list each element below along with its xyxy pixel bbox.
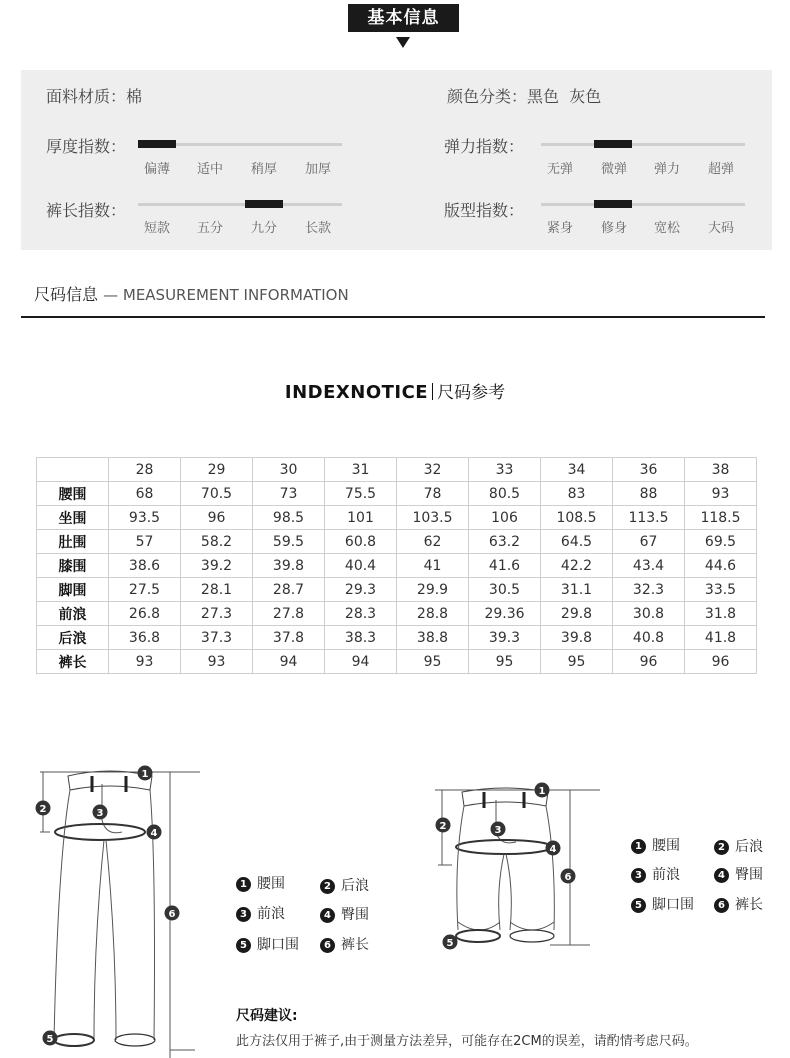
legend-number-icon: 5 — [631, 898, 646, 913]
legend-label: 前浪 — [257, 906, 285, 922]
table-cell: 37.3 — [181, 626, 253, 650]
table-cell: 27.8 — [253, 602, 325, 626]
length-tick: 五分 — [196, 221, 224, 236]
table-cell: 41.8 — [685, 626, 757, 650]
thickness-indicator — [138, 140, 176, 148]
table-row — [37, 506, 757, 530]
legend-number-icon: 2 — [320, 879, 335, 894]
table-cell: 28.3 — [325, 602, 397, 626]
elasticity-tick: 微弹 — [600, 162, 628, 177]
table-cell: 118.5 — [685, 506, 757, 530]
table-cell: 40.8 — [613, 626, 685, 650]
legend-label: 腰围 — [652, 838, 680, 854]
length-tick: 九分 — [250, 221, 278, 236]
table-cell: 41 — [397, 554, 469, 578]
brand-name: INDEXNOTICE — [284, 382, 429, 403]
table-cell: 30.5 — [469, 578, 541, 602]
table-cell: 30.8 — [613, 602, 685, 626]
table-cell: 39.3 — [469, 626, 541, 650]
table-cell: 38.8 — [397, 626, 469, 650]
table-cell: 31.8 — [685, 602, 757, 626]
legend-number-icon: 6 — [320, 938, 335, 953]
measure-marker-label: 2 — [39, 804, 47, 815]
table-cell: 96 — [685, 650, 757, 674]
table-cell: 73 — [253, 482, 325, 506]
measure-marker-label: 3 — [96, 808, 104, 819]
thickness-label: 厚度指数： — [46, 137, 127, 156]
legend-item — [714, 894, 763, 914]
table-cell: 39.8 — [541, 626, 613, 650]
size-advice-text: 此方法仅用于裤子,由于测量方法差异，可能存在2CM的误差，请酌情考虑尺码。 — [236, 1034, 698, 1049]
measure-marker-label: 1 — [141, 769, 149, 780]
legend-item — [236, 873, 285, 893]
long-pants-diagram — [30, 760, 230, 1058]
table-cell: 93 — [181, 650, 253, 674]
legend-number-icon: 3 — [631, 868, 646, 883]
fit-label: 版型指数： — [444, 201, 525, 220]
table-cell: 75.5 — [325, 482, 397, 506]
legend-item — [631, 894, 694, 914]
table-cell: 93 — [109, 650, 181, 674]
legend-item — [320, 934, 369, 954]
table-cell: 29.9 — [397, 578, 469, 602]
size-advice-title: 尺码建议: — [236, 1008, 298, 1024]
table-row — [37, 530, 757, 554]
basic-info-panel — [21, 70, 772, 250]
measure-marker-label: 2 — [439, 821, 447, 832]
table-cell: 88 — [613, 482, 685, 506]
length-tick: 短款 — [143, 221, 171, 236]
table-cell: 58.2 — [181, 530, 253, 554]
legend-number-icon: 1 — [236, 877, 251, 892]
table-cell: 36.8 — [109, 626, 181, 650]
table-cell: 96 — [181, 506, 253, 530]
legend-number-icon: 6 — [714, 898, 729, 913]
table-cell: 69.5 — [685, 530, 757, 554]
legend-item — [631, 864, 680, 884]
elasticity-label: 弹力指数： — [444, 137, 525, 156]
table-cell: 32.3 — [613, 578, 685, 602]
legend-item — [320, 904, 369, 924]
size-header-cell: 29 — [181, 458, 253, 482]
size-header-cell: 33 — [469, 458, 541, 482]
table-cell: 106 — [469, 506, 541, 530]
legend-item — [714, 864, 763, 884]
table-cell: 70.5 — [181, 482, 253, 506]
table-cell: 57 — [109, 530, 181, 554]
size-header-row — [37, 458, 757, 482]
table-cell: 60.8 — [325, 530, 397, 554]
thickness-tick: 加厚 — [304, 162, 332, 177]
measure-marker-label: 5 — [46, 1034, 54, 1045]
legend-number-icon: 2 — [714, 840, 729, 855]
table-cell: 98.5 — [253, 506, 325, 530]
table-cell: 95 — [397, 650, 469, 674]
legend-number-icon: 1 — [631, 839, 646, 854]
table-cell: 63.2 — [469, 530, 541, 554]
table-cell: 38.3 — [325, 626, 397, 650]
table-cell: 94 — [253, 650, 325, 674]
legend-item — [236, 903, 285, 923]
legend-item — [320, 875, 369, 895]
table-cell: 68 — [109, 482, 181, 506]
row-header-cell: 肚围 — [37, 530, 109, 554]
measurement-heading — [34, 282, 349, 305]
table-cell: 39.2 — [181, 554, 253, 578]
table-cell: 103.5 — [397, 506, 469, 530]
table-cell: 101 — [325, 506, 397, 530]
legend-label: 脚口围 — [652, 897, 694, 913]
legend-label: 后浪 — [341, 878, 369, 894]
table-cell: 27.3 — [181, 602, 253, 626]
table-row — [37, 626, 757, 650]
table-cell: 40.4 — [325, 554, 397, 578]
table-cell: 108.5 — [541, 506, 613, 530]
table-cell: 59.5 — [253, 530, 325, 554]
legend-label: 裤长 — [341, 937, 369, 953]
size-header-cell: 38 — [685, 458, 757, 482]
length-label: 裤长指数： — [46, 201, 127, 220]
length-track — [138, 203, 342, 206]
legend-item — [631, 835, 680, 855]
size-header-cell: 36 — [613, 458, 685, 482]
size-reference-label: 尺码参考 — [437, 383, 506, 403]
fit-tick: 修身 — [600, 221, 628, 236]
legend-label: 臀围 — [735, 867, 763, 883]
measure-marker-label: 6 — [168, 909, 176, 920]
measure-marker-label: 1 — [538, 786, 546, 797]
measurement-title: 尺码信息 — [34, 285, 99, 304]
fit-indicator — [594, 200, 632, 208]
section-title-basic-info: 基本信息 — [348, 4, 459, 32]
measurement-subtitle: — MEASUREMENT INFORMATION — [103, 286, 349, 304]
table-cell: 33.5 — [685, 578, 757, 602]
table-cell: 93 — [685, 482, 757, 506]
measure-marker-label: 4 — [150, 828, 158, 839]
legend-label: 臀围 — [341, 907, 369, 923]
elasticity-tick: 超弹 — [707, 162, 735, 177]
table-cell: 83 — [541, 482, 613, 506]
table-cell: 28.8 — [397, 602, 469, 626]
thickness-tick: 稍厚 — [250, 162, 278, 177]
table-cell: 29.36 — [469, 602, 541, 626]
length-indicator — [245, 200, 283, 208]
table-cell: 29.3 — [325, 578, 397, 602]
table-cell: 78 — [397, 482, 469, 506]
length-tick: 长款 — [304, 221, 332, 236]
table-cell: 41.6 — [469, 554, 541, 578]
table-cell: 28.1 — [181, 578, 253, 602]
elasticity-track — [541, 143, 745, 146]
color-value: 黑色 灰色 — [527, 87, 602, 106]
legend-number-icon: 4 — [714, 868, 729, 883]
table-cell: 96 — [613, 650, 685, 674]
row-header-cell: 后浪 — [37, 626, 109, 650]
divider — [432, 383, 433, 400]
legend-number-icon: 3 — [236, 907, 251, 922]
fit-tick: 紧身 — [546, 221, 574, 236]
fabric-value: 棉 — [126, 87, 143, 106]
fabric-label: 面料材质： — [46, 87, 127, 106]
table-cell: 26.8 — [109, 602, 181, 626]
table-cell: 95 — [541, 650, 613, 674]
size-header-cell: 30 — [253, 458, 325, 482]
table-cell: 43.4 — [613, 554, 685, 578]
table-row — [37, 554, 757, 578]
short-pants-diagram — [430, 780, 610, 955]
table-cell: 95 — [469, 650, 541, 674]
legend-item — [714, 836, 763, 856]
size-header-cell: 34 — [541, 458, 613, 482]
size-header-cell: 28 — [109, 458, 181, 482]
table-cell: 94 — [325, 650, 397, 674]
fabric-info — [46, 84, 142, 107]
table-cell: 27.5 — [109, 578, 181, 602]
table-cell: 62 — [397, 530, 469, 554]
fit-track — [541, 203, 745, 206]
legend-label: 后浪 — [735, 839, 763, 855]
table-row — [37, 578, 757, 602]
elasticity-tick: 无弹 — [546, 162, 574, 177]
color-info — [447, 84, 601, 107]
table-cell: 113.5 — [613, 506, 685, 530]
down-arrow-icon — [396, 37, 410, 48]
legend-label: 裤长 — [735, 897, 763, 913]
fit-tick: 大码 — [707, 221, 735, 236]
table-cell: 42.2 — [541, 554, 613, 578]
legend-label: 前浪 — [652, 867, 680, 883]
table-cell: 44.6 — [685, 554, 757, 578]
row-header-cell: 坐围 — [37, 506, 109, 530]
table-cell: 93.5 — [109, 506, 181, 530]
section-divider — [21, 316, 765, 318]
table-cell: 39.8 — [253, 554, 325, 578]
table-cell: 80.5 — [469, 482, 541, 506]
table-cell: 31.1 — [541, 578, 613, 602]
table-row — [37, 650, 757, 674]
table-cell: 64.5 — [541, 530, 613, 554]
table-cell: 28.7 — [253, 578, 325, 602]
thickness-tick: 适中 — [196, 162, 224, 177]
table-cell: 29.8 — [541, 602, 613, 626]
row-header-cell: 裤长 — [37, 650, 109, 674]
table-corner-cell — [37, 458, 109, 482]
measure-marker-label: 6 — [564, 872, 572, 883]
table-cell: 37.8 — [253, 626, 325, 650]
elasticity-tick: 弹力 — [653, 162, 681, 177]
table-row — [37, 482, 757, 506]
table-cell: 38.6 — [109, 554, 181, 578]
measure-marker-label: 4 — [549, 844, 557, 855]
row-header-cell: 脚围 — [37, 578, 109, 602]
size-header-cell: 32 — [397, 458, 469, 482]
measure-marker-label: 5 — [446, 938, 454, 949]
elasticity-indicator — [594, 140, 632, 148]
row-header-cell: 前浪 — [37, 602, 109, 626]
color-label: 颜色分类： — [447, 87, 528, 106]
size-table — [36, 457, 757, 674]
fit-tick: 宽松 — [653, 221, 681, 236]
row-header-cell: 腰围 — [37, 482, 109, 506]
table-cell: 67 — [613, 530, 685, 554]
measure-marker-label: 3 — [494, 825, 502, 836]
row-header-cell: 膝围 — [37, 554, 109, 578]
legend-label: 脚口围 — [257, 937, 299, 953]
legend-label: 腰围 — [257, 876, 285, 892]
table-row — [37, 602, 757, 626]
legend-number-icon: 4 — [320, 908, 335, 923]
size-header-cell: 31 — [325, 458, 397, 482]
thickness-tick: 偏薄 — [143, 162, 171, 177]
size-reference-heading — [0, 378, 790, 403]
legend-number-icon: 5 — [236, 938, 251, 953]
legend-item — [236, 934, 299, 954]
